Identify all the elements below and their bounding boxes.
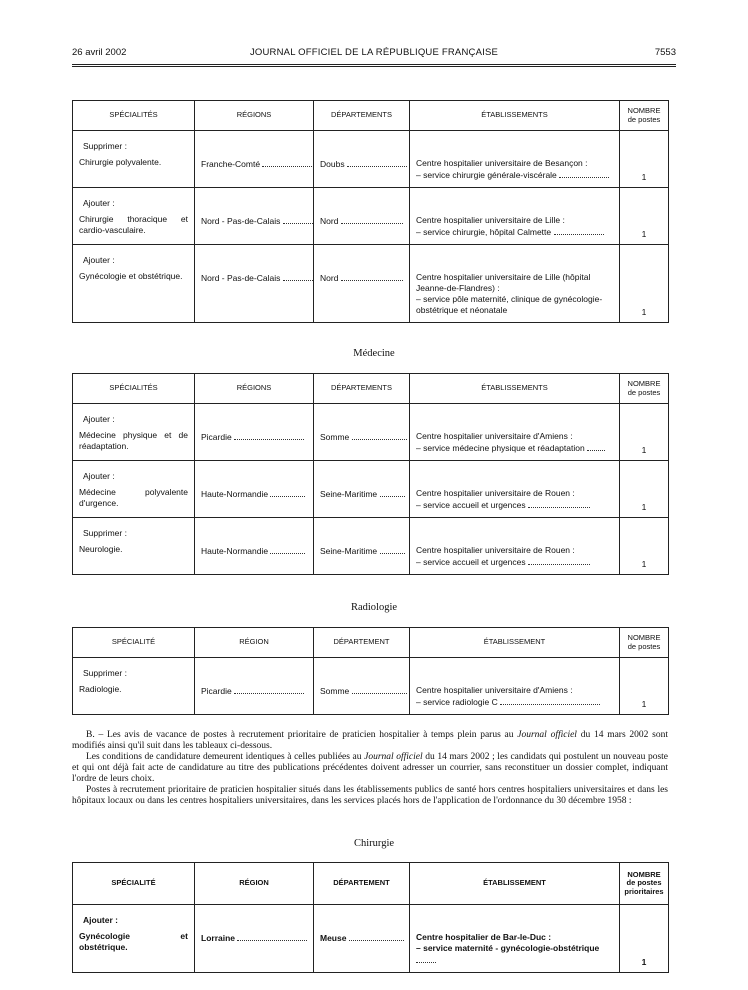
- row-region: Franche-Comté: [201, 159, 261, 169]
- row-etablissement: Centre hospitalier universitaire d'Amiens :: [416, 685, 573, 695]
- table-header-row: [73, 628, 669, 658]
- col-header-nombre: NOMBRE de postes: [620, 628, 669, 658]
- row-departement: Seine-Maritime: [320, 546, 378, 556]
- body-paragraphs: [72, 730, 668, 807]
- row-specialite: Radiologie.: [79, 684, 122, 694]
- table-header-row: [73, 374, 669, 404]
- col-header-etablissements: ÉTABLISSEMENTS: [410, 374, 620, 404]
- table-row: [73, 518, 669, 575]
- row-region: Lorraine: [201, 933, 236, 943]
- row-departement: Nord: [320, 216, 339, 226]
- row-specialite: Gynécologie et obstétrique.: [79, 271, 183, 281]
- row-nombre: 1: [620, 131, 669, 188]
- row-departement: Doubs: [320, 159, 345, 169]
- col-header-etablissements: ÉTABLISSEMENTS: [410, 101, 620, 131]
- row-specialite: Gynécologie et obstétrique.: [79, 931, 188, 952]
- row-departement: Somme: [320, 432, 350, 442]
- row-departement: Somme: [320, 686, 350, 696]
- row-service: – service chirurgie, hôpital Calmette: [416, 227, 552, 237]
- table-row: [73, 461, 669, 518]
- paragraph-b: B. – Les avis de vacance de postes à recrutement prioritaire de praticien hospitalier à temps plein parus au Journal officiel du 14 mars 2002 sont modifiés ainsi qu'il suit dans les tableaux ci-dessous.: [72, 730, 668, 751]
- row-service: – service maternité - gynécologie-obstétrique: [416, 943, 600, 953]
- header-date: 26 avril 2002: [72, 47, 127, 58]
- col-header-nombre: NOMBRE de postes prioritaires: [620, 863, 669, 905]
- row-nombre: 1: [620, 404, 669, 461]
- col-header-regions: RÉGIONS: [195, 374, 314, 404]
- row-region: Haute-Normandie: [201, 546, 269, 556]
- row-departement: Meuse: [320, 933, 347, 943]
- col-header-region: RÉGION: [195, 863, 314, 905]
- table-chirurgie-prioritaires: [72, 862, 669, 973]
- col-header-region: RÉGION: [195, 628, 314, 658]
- row-specialite: Médecine polyvalente d'urgence.: [79, 487, 188, 508]
- col-header-departement: DÉPARTEMENT: [314, 863, 410, 905]
- row-service: – service accueil et urgences: [416, 500, 526, 510]
- row-etablissement: Centre hospitalier universitaire de Rouen :: [416, 545, 575, 555]
- col-header-specialites: SPÉCIALITÉS: [73, 101, 195, 131]
- row-specialite: Médecine physique et de réadaptation.: [79, 430, 188, 451]
- row-nombre: 1: [620, 461, 669, 518]
- col-header-etablissement: ÉTABLISSEMENT: [410, 863, 620, 905]
- row-region: Picardie: [201, 686, 232, 696]
- row-nombre: 1: [620, 905, 669, 973]
- row-nombre: 1: [620, 188, 669, 245]
- header-journal-title: JOURNAL OFFICIEL DE LA RÉPUBLIQUE FRANÇAISE: [249, 47, 499, 58]
- table-chirurgie-changes: [72, 100, 669, 323]
- header-rule-double: [72, 66, 676, 67]
- col-header-regions: RÉGIONS: [195, 101, 314, 131]
- row-action: Ajouter :: [83, 471, 115, 481]
- paragraph-postes: Postes à recrutement prioritaire de praticien hospitalier situés dans les établissements publics de santé hors centres hospitaliers universitaires et dans les hôpitaux locaux ou dans les centres hospitaliers universitaires, dans les services placés hors de l'application de l'ordonnance du 30 décembre 1958 :: [72, 785, 668, 806]
- table-row: [73, 245, 669, 323]
- table-row: [73, 188, 669, 245]
- page-header: [72, 47, 676, 61]
- row-region: Nord - Pas-de-Calais: [201, 216, 281, 226]
- col-header-specialite: SPÉCIALITÉ: [73, 628, 195, 658]
- col-header-specialite: SPÉCIALITÉ: [73, 863, 195, 905]
- row-action: Supprimer :: [83, 668, 127, 678]
- row-specialite: Chirurgie polyvalente.: [79, 157, 162, 167]
- row-etablissement: Centre hospitalier universitaire de Lille :: [416, 215, 565, 225]
- col-header-departement: DÉPARTEMENT: [314, 628, 410, 658]
- row-action: Ajouter :: [83, 255, 115, 265]
- col-header-departements: DÉPARTEMENTS: [314, 374, 410, 404]
- row-etablissement: Centre hospitalier universitaire de Besançon :: [416, 158, 588, 168]
- row-etablissement: Centre hospitalier universitaire d'Amiens :: [416, 431, 573, 441]
- row-nombre: 1: [620, 245, 669, 323]
- table-medecine-changes: [72, 373, 669, 575]
- row-action: Supprimer :: [83, 141, 127, 151]
- col-header-specialites: SPÉCIALITÉS: [73, 374, 195, 404]
- row-nombre: 1: [620, 658, 669, 715]
- col-header-nombre: NOMBRE de postes: [620, 101, 669, 131]
- row-action: Ajouter :: [83, 915, 118, 925]
- row-specialite: Neurologie.: [79, 544, 123, 554]
- row-departement: Seine-Maritime: [320, 489, 378, 499]
- col-header-nombre: NOMBRE de postes: [620, 374, 669, 404]
- col-header-etablissement: ÉTABLISSEMENT: [410, 628, 620, 658]
- table-row: [73, 658, 669, 715]
- row-service: – service accueil et urgences: [416, 557, 526, 567]
- table-row: [73, 131, 669, 188]
- row-region: Nord - Pas-de-Calais: [201, 273, 281, 283]
- row-service: – service radiologie C: [416, 697, 498, 707]
- table-header-row: [73, 863, 669, 905]
- row-region: Picardie: [201, 432, 232, 442]
- row-etablissement: Centre hospitalier de Bar-le-Duc :: [416, 932, 552, 942]
- row-nombre: 1: [620, 518, 669, 575]
- header-page-number: 7553: [654, 47, 676, 58]
- row-service: – service pôle maternité, clinique de gynécologie-obstétrique et néonatale: [416, 294, 603, 315]
- row-service: – service médecine physique et réadaptation: [416, 443, 585, 453]
- section-title-radiologie: Radiologie: [350, 602, 398, 613]
- table-radiologie-changes: [72, 627, 669, 715]
- row-action: Ajouter :: [83, 414, 115, 424]
- row-service: – service chirurgie générale-viscérale: [416, 170, 557, 180]
- header-rule: [72, 64, 676, 65]
- row-etablissement: Centre hospitalier universitaire de Lille (hôpital Jeanne-de-Flandres) :: [416, 272, 591, 293]
- row-region: Haute-Normandie: [201, 489, 269, 499]
- row-departement: Nord: [320, 273, 339, 283]
- paragraph-conditions: Les conditions de candidature demeurent identiques à celles publiées au Journal officiel du 14 mars 2002 ; les candidats qui postulent un nouveau poste et qui ont déjà fait acte de candidature au titre des publications précédentes doivent adresser un courrier, sans reconstituer un dossier complet, indiquant l'ordre de leurs choix.: [72, 752, 668, 784]
- section-title-medecine: Médecine: [353, 348, 395, 359]
- row-action: Supprimer :: [83, 528, 127, 538]
- table-header-row: [73, 101, 669, 131]
- col-header-departements: DÉPARTEMENTS: [314, 101, 410, 131]
- row-etablissement: Centre hospitalier universitaire de Rouen :: [416, 488, 575, 498]
- section-title-chirurgie: Chirurgie: [353, 838, 395, 849]
- table-row: [73, 905, 669, 973]
- row-action: Ajouter :: [83, 198, 115, 208]
- table-row: [73, 404, 669, 461]
- row-specialite: Chirurgie thoracique et cardio-vasculaire.: [79, 214, 188, 235]
